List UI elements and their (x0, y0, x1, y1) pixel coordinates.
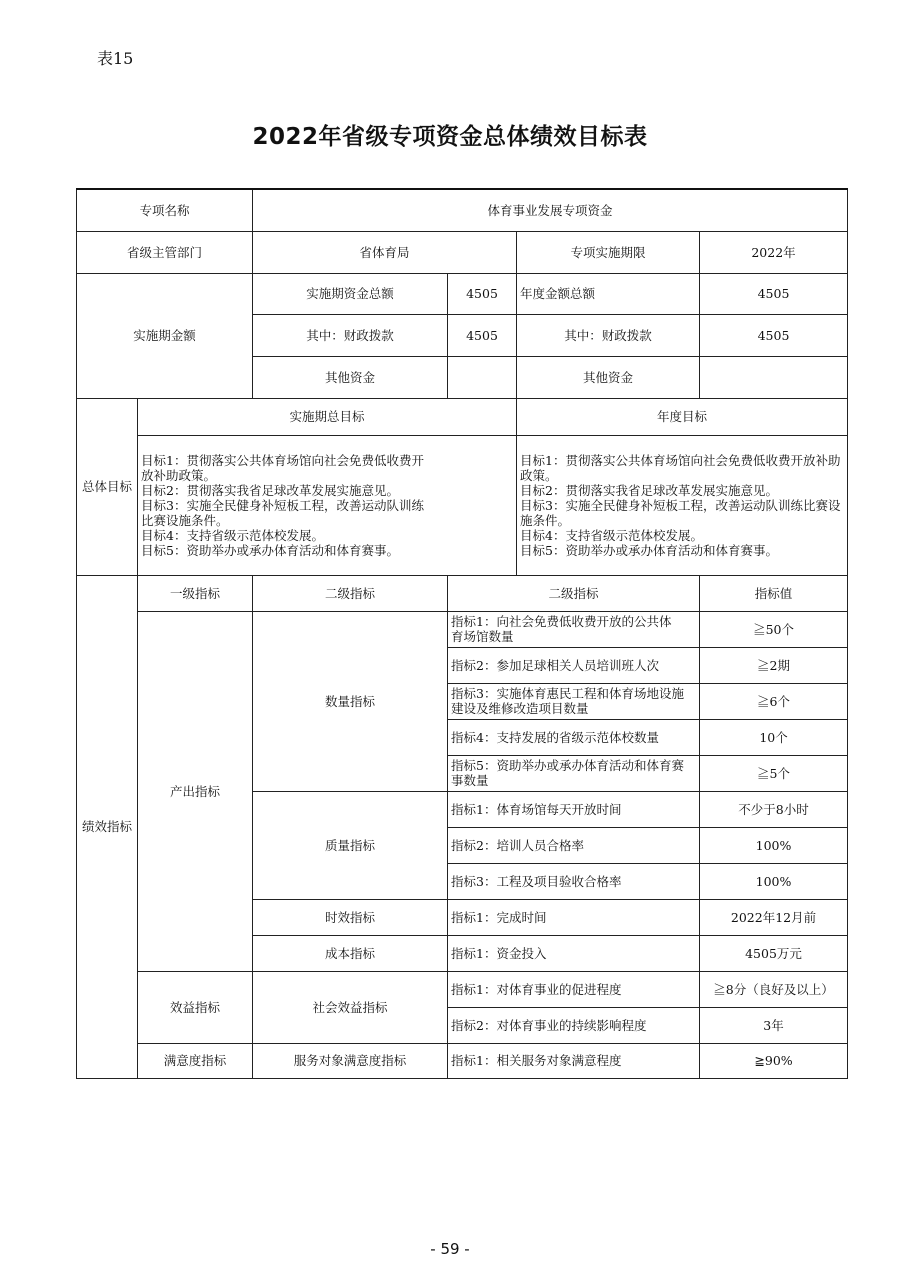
indicator-cell: 指标4：支持发展的省级示范体校数量 (448, 719, 700, 755)
total-amount-label: 实施期资金总额 (253, 273, 448, 314)
indicator-value: ≧5个 (700, 755, 848, 791)
indicator-value: 2022年12月前 (700, 899, 848, 935)
other-value (448, 356, 517, 398)
other-annual-value (700, 356, 848, 398)
indicator-value: ≧2期 (700, 647, 848, 683)
indicator-cell: 指标2：对体育事业的持续影响程度 (448, 1007, 700, 1043)
indicator-cell: 指标1：相关服务对象满意程度 (448, 1043, 700, 1078)
indicator-cell: 指标1：向社会免费低收费开放的公共体 育场馆数量 (448, 611, 700, 647)
benefit-category: 效益指标 (138, 971, 253, 1043)
indicator-cell: 指标1：对体育事业的促进程度 (448, 971, 700, 1007)
indicator-cell: 指标2：参加足球相关人员培训班人次 (448, 647, 700, 683)
quantity-category: 数量指标 (253, 611, 448, 791)
satisfaction-category: 满意度指标 (138, 1043, 253, 1078)
indicator-value: 100% (700, 863, 848, 899)
fiscal-label: 其中：财政拨款 (253, 314, 448, 356)
page-number: - 59 - (430, 1240, 470, 1258)
indicator-cell: 指标5：资助举办或承办体育活动和体育赛 事数量 (448, 755, 700, 791)
fiscal-annual-value: 4505 (700, 314, 848, 356)
period-goal-header: 实施期总目标 (138, 398, 517, 435)
document-title: 2022年省级专项资金总体绩效目标表 (252, 124, 648, 150)
fiscal-value: 4505 (448, 314, 517, 356)
indicator-value: 不少于8小时 (700, 791, 848, 827)
indicator-value: ≧6个 (700, 683, 848, 719)
indicator-value: 3年 (700, 1007, 848, 1043)
indicator-cell: 指标3：工程及项目验收合格率 (448, 863, 700, 899)
perf-indicator-label: 绩效指标 (77, 575, 138, 1078)
indicator-value: 10个 (700, 719, 848, 755)
level2-header: 二级指标 (253, 575, 448, 611)
indicator-cell: 指标2：培训人员合格率 (448, 827, 700, 863)
period-goal-text: 目标1：贯彻落实公共体育场馆向社会免费低收费开 放补助政策。 目标2：贯彻落实我省足球改革发展实施意见。 目标3：实施全民健身补短板工程，改善运动队训练 比赛设施条件。 目标4：支持省级示范体校发展。 目标5：资助举办或承办体育活动和体育赛事。 (138, 435, 517, 575)
value-header: 指标值 (700, 575, 848, 611)
indicator-value: ≧90% (700, 1043, 848, 1078)
indicator-value: 100% (700, 827, 848, 863)
social-benefit-category: 社会效益指标 (253, 971, 448, 1043)
amount-label: 实施期金额 (77, 273, 253, 398)
performance-goal-table (76, 188, 848, 1079)
department-value: 省体育局 (253, 231, 517, 273)
annual-total-value: 4505 (700, 273, 848, 314)
overall-goal-label: 总体目标 (77, 398, 138, 575)
indicator-cell: 指标1：资金投入 (448, 935, 700, 971)
timeliness-category: 时效指标 (253, 899, 448, 935)
output-category: 产出指标 (138, 611, 253, 971)
indicator-value: 4505万元 (700, 935, 848, 971)
other-annual-label: 其他资金 (517, 356, 700, 398)
table-number: 表15 (97, 49, 134, 68)
annual-total-label: 年度金额总额 (517, 273, 700, 314)
fiscal-annual-label: 其中：财政拨款 (517, 314, 700, 356)
other-label: 其他资金 (253, 356, 448, 398)
indicator-value: ≧50个 (700, 611, 848, 647)
annual-goal-header: 年度目标 (517, 398, 848, 435)
period-label: 专项实施期限 (517, 231, 700, 273)
project-name-label: 专项名称 (77, 189, 253, 231)
indicator-value: ≧8分（良好及以上） (700, 971, 848, 1007)
total-amount-value: 4505 (448, 273, 517, 314)
period-value: 2022年 (700, 231, 848, 273)
service-satisfaction-category: 服务对象满意度指标 (253, 1043, 448, 1078)
department-label: 省级主管部门 (77, 231, 253, 273)
cost-category: 成本指标 (253, 935, 448, 971)
indicator-cell: 指标3：实施体育惠民工程和体育场地设施 建设及维修改造项目数量 (448, 683, 700, 719)
annual-goal-text: 目标1：贯彻落实公共体育场馆向社会免费低收费开放补助政策。 目标2：贯彻落实我省足球改革发展实施意见。 目标3：实施全民健身补短板工程，改善运动队训练比赛设施条件。 目标4：支持省级示范体校发展。 目标5：资助举办或承办体育活动和体育赛事。 (517, 435, 848, 575)
indicator-cell: 指标1：完成时间 (448, 899, 700, 935)
project-name-value: 体育事业发展专项资金 (253, 189, 848, 231)
quality-category: 质量指标 (253, 791, 448, 899)
indicator-cell: 指标1：体育场馆每天开放时间 (448, 791, 700, 827)
level1-header: 一级指标 (138, 575, 253, 611)
level3-header: 二级指标 (448, 575, 700, 611)
